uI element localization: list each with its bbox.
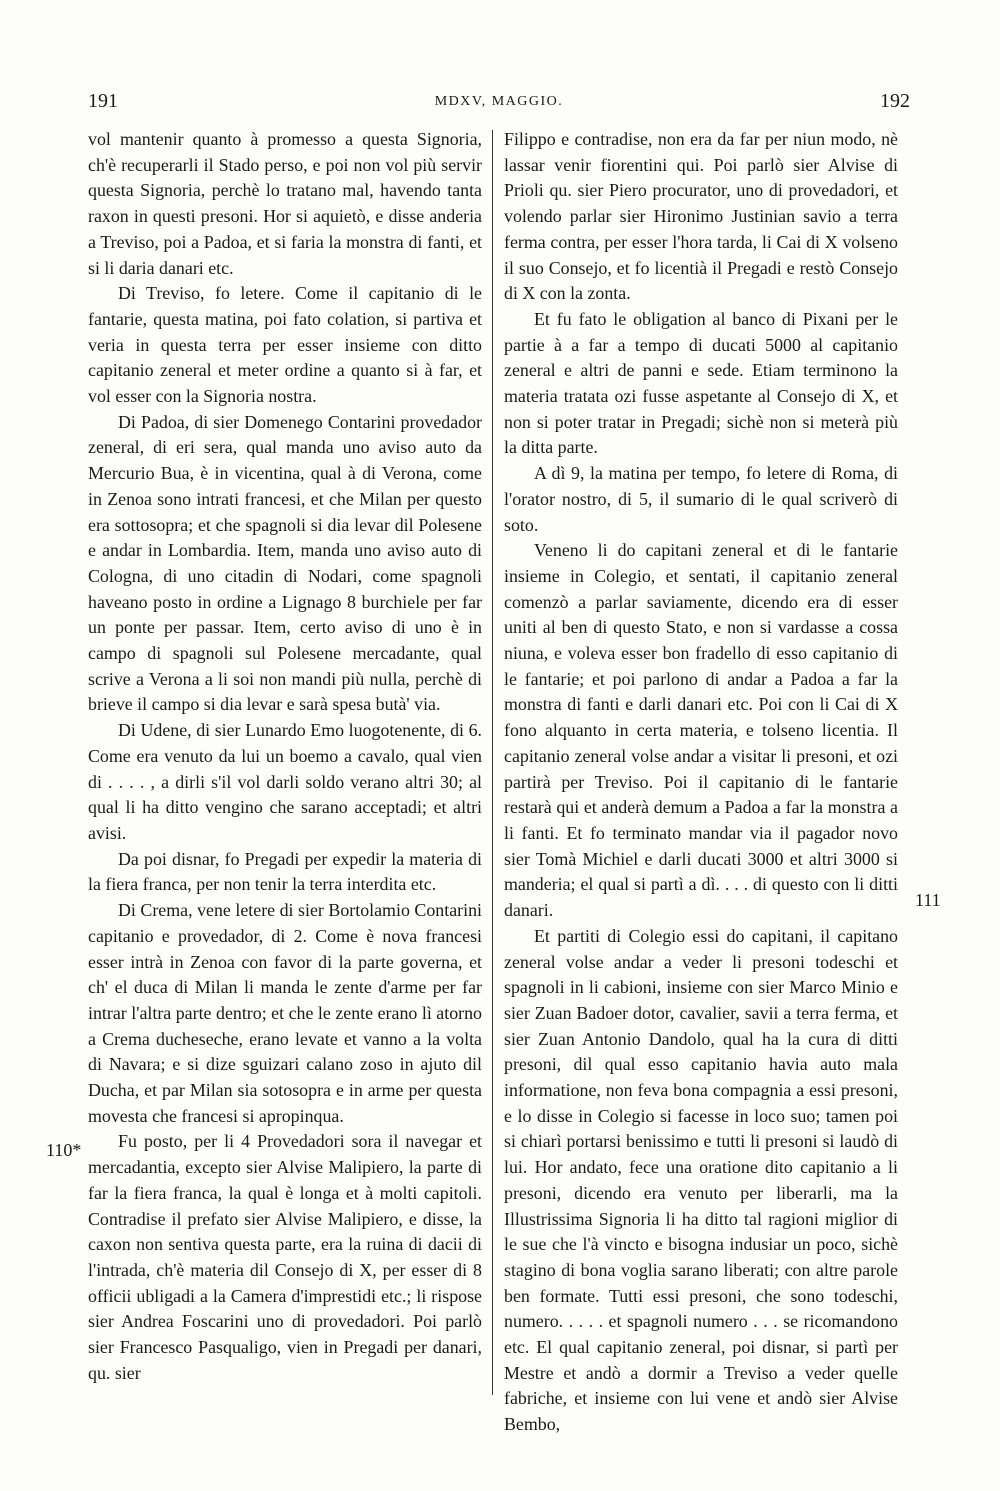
- paragraph: Di Udene, di sier Lunardo Emo luogotenente, di 6. Come era venuto da lui un boemo a cavalo, qual vien di . . . . , a dirli s'il vol darli soldo verano altri 30; al qual li ha ditto vengino che sarano acceptadi; et altri avisi.: [88, 720, 482, 843]
- page-number-right: 192: [880, 90, 910, 112]
- paragraph: A dì 9, la matina per tempo, fo letere di Roma, di l'orator nostro, di 5, il sumario di le qual scriverò di soto.: [504, 463, 898, 535]
- page-header: [88, 90, 910, 120]
- paragraph: Et partiti di Colegio essi do capitani, il capitano zeneral volse andar a veder li presoni todeschi et spagnoli in li cabioni, insieme con sier Marco Minio e sier Zuan Badoer dotor, cavalier, savii a terra ferma, et sier Zuan Antonio Dandolo, qual ha la cura di ditti presoni, dil qual esso capitanio havia auto mala informatione, non feva bona compagnia a essi presoni, e lo disse in Colegio si facesse in loco suo; tamen poi si chiarì portarsi benissimo e tutti li presoni si laudò di lui. Hor andato, fece una oratione dito capitanio a li presoni, dicendo era venuto per liberarli, ma la Illustrissima Signoria li ha ditto tal ragioni miglior di le sue che l'à vincto e bisogna indusiar un poco, sichè stagino di bona voglia sarano liberati; con altre parole ben formate. Tutti essi presoni, che sono todeschi, numero. . . . . et spagnoli numero . . . se ricomandono etc. El qual capitanio zeneral, poi disnar, si partì per Mestre et andò a dormir a Treviso a veder quelle fabriche, et insieme con lui vene et andò sier Alvise Bembo,: [504, 925, 898, 1435]
- paragraph: Fu posto, per li 4 Provedadori sora il navegar et mercadantia, excepto sier Alvise Malipiero, la parte di far la fiera franca, la qual è longa et à molti capitoli. Contradise il prefato sier Alvise Malipiero, e disse, la caxon non sentiva questa parte, era la ruina di dacii di l'intrada, ch'è materia dil Consejo di X, per esser di 8 officii ubligadi a la Camera d'imprestidi etc.; li rispose sier Andrea Foscarini uno di provedadori. Poi parlò sier Francesco Pasqualigo, vien in Pregadi per danari, qu. sier: [88, 1131, 482, 1383]
- paragraph: Di Padoa, di sier Domenego Contarini provedador zeneral, di eri sera, qual manda uno aviso auto da Mercurio Bua, è in vicentina, qual à di Verona, come in Zenoa sono intrati francesi, et che Milan per questo era sottosopra; et che spagnoli si dia levar dil Polesene e andar in Lombardia. Item, manda uno aviso auto di Cologna, di uno citadin di Nodari, come spagnoli haveano posto in ordine a Lignago 8 burchiele per far un ponte per passar. Item, certo aviso di uno è in campo di spagnoli sul Polesene mercadante, qual scrive a Verona a li soi non mandi più nulla, perchè di brieve il campo si dia levar e sarà spesa butà' via.: [88, 411, 482, 715]
- paragraph: vol mantenir quanto à promesso a questa Signoria, ch'è recuperarli il Stado perso, e poi non vol più servir questa Signoria, perchè lo tratano mal, havendo tanta raxon in questi presoni. Hor si aquietò, e disse anderia a Treviso, poi a Padoa, et si faria la monstra di fanti, et si li daria danari etc.: [88, 129, 482, 278]
- column-divider: [492, 130, 493, 1395]
- paragraph: Di Treviso, fo letere. Come il capitanio di le fantarie, questa matina, poi fato colation, si partiva et veria in questa terra per esser insieme con ditto capitanio zeneral et meter ordine a quanto si à far, et vol esser con la Signoria nostra.: [88, 283, 482, 407]
- left-column: [88, 127, 482, 1386]
- running-title: MDXV, MAGGIO.: [434, 94, 564, 109]
- margin-note-left: 110*: [46, 1140, 82, 1160]
- paragraph: Di Crema, vene letere di sier Bortolamio Contarini capitanio e provedador, di 2. Come è nova francesi esser intrà in Zenoa con favor di la parte governa, et ch' el duca di Milan li manda le zente d'arme per far intrar l'altra parte dentro; et che le zente erano lì atorno a Crema ducheseche, erano levate et vanno a la volta di Navara; e si dize sguizari calano zoso in ajuto dil Ducha, et par Milan sia sotosopra e in arme per questa movesta che francesi si apropinqua.: [88, 900, 482, 1126]
- paragraph: Veneno li do capitani zeneral et di le fantarie insieme in Colegio, et sentati, il capitanio zeneral comenzò a parlar saviamente, dicendo era di esser uniti al ben di questo Stato, e non si vardasse a cossa niuna, e voleva esser bon fradello di esso capitanio di le fantarie; et poi parlono di andar a Padoa a far la monstra di fanti e darli danari etc. Poi con li Cai di X fono alquanto in certa materia, e tolseno licentia. Il capitanio zeneral volse andar a visitar li presoni, et ozi partirà per Treviso. Poi il capitanio di le fantarie restarà qui et anderà demum a Padoa a far la monstra a li fanti. Et fo terminato mandar via il pagador novo sier Tomà Michiel e darli ducati 3000 et altri 3000 si manderia; el qual si partì a dì. . . . di questo con li ditti danari.: [504, 540, 898, 921]
- paragraph: Da poi disnar, fo Pregadi per expedir la materia di la fiera franca, per non tenir la terra interdita etc.: [88, 848, 482, 895]
- right-column: [504, 127, 898, 1438]
- paragraph: Filippo e contradise, non era da far per niun modo, nè lassar venir fiorentini qui. Poi parlò sier Alvise di Prioli qu. sier Piero procurator, uno di provedadori, et volendo parlar sier Hironimo Justinian savio a terra ferma contra, per esser l'hora tarda, li Cai di X volseno il suo Consejo, et fo licentià il Pregadi e restò Consejo di X con la zonta.: [504, 129, 898, 304]
- margin-note-right: 111: [915, 890, 941, 910]
- paragraph: Et fu fato le obligation al banco di Pixani per le partie à a far a tempo di ducati 5000 al capitanio zeneral e altri de panni e sede. Etiam terminono la materia tratata ozi fusse aspetante al Consejo di X, et non si poter tratar in Pregadi; sichè non si meterà più la ditta parte.: [504, 308, 898, 458]
- page-number-left: 191: [88, 90, 118, 112]
